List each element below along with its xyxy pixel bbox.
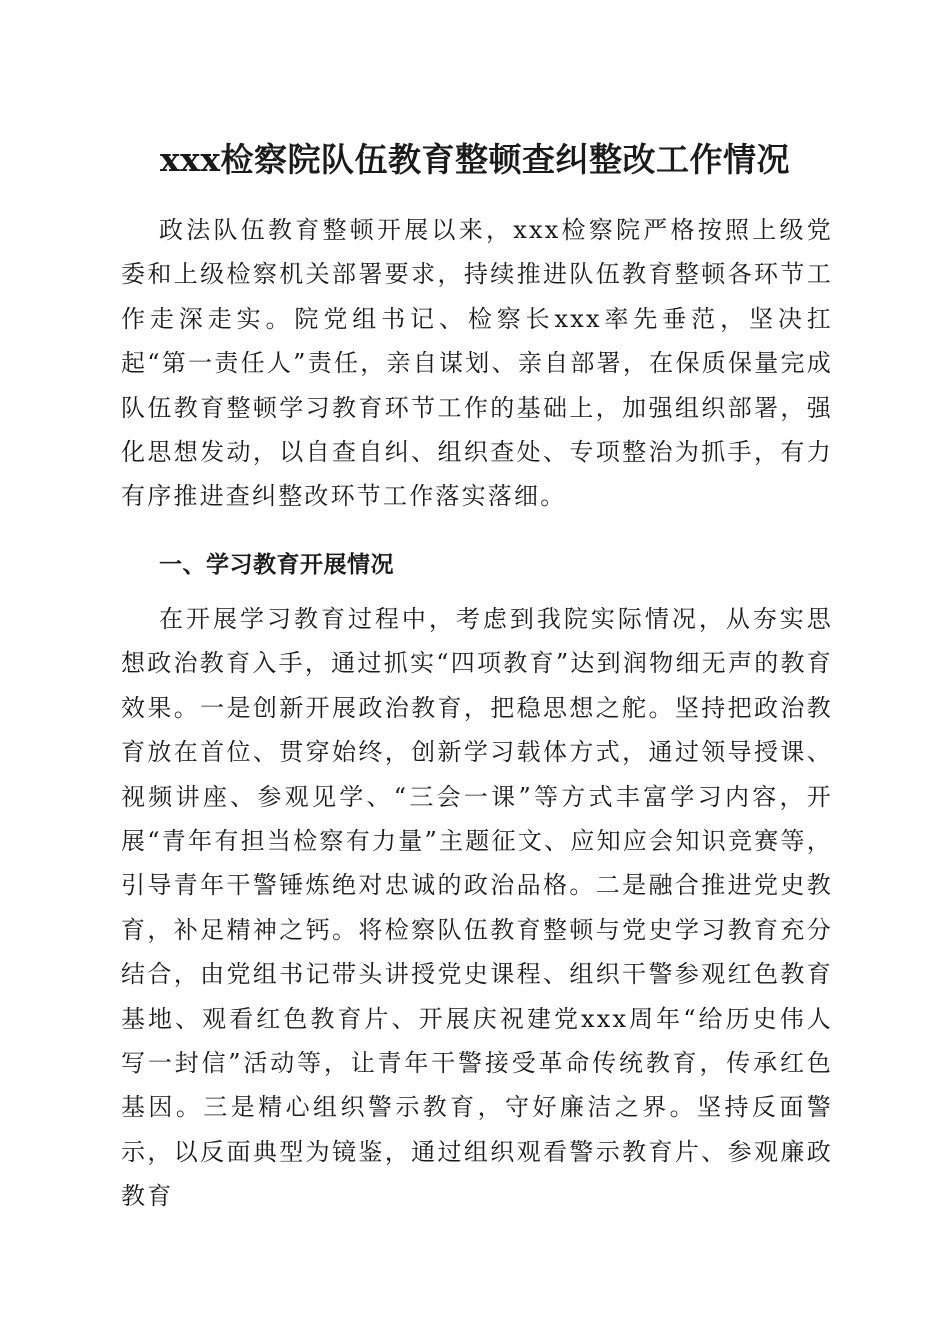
intro-paragraph: 政法队伍教育整顿开展以来，xxx检察院严格按照上级党委和上级检察机关部署要求，持续推进队伍教育整顿各环节工作走深走实。院党组书记、检察长xxx率先垂范，坚决扛起“第一责任人”责任，亲自谋划、亲自部署，在保质保量完成队伍教育整顿学习教育环节工作的基础上，加强组织部署，强化思想发动，以自查自纠、组织查处、专项整治为抓手，有力有序推进查纠整改环节工作落实落细。	[121, 216, 833, 511]
section-heading-1: 一、学习教育开展情况	[159, 552, 394, 578]
section-1-paragraph: 在开展学习教育过程中，考虑到我院实际情况，从夯实思想政治教育入手，通过抓实“四项教育”达到润物细无声的教育效果。一是创新开展政治教育，把稳思想之舵。坚持把政治教育放在首位、贯穿始终，创新学习载体方式，通过领导授课、视频讲座、参观见学、“三会一课”等方式丰富学习内容，开展“青年有担当检察有力量”主题征文、应知应会知识竞赛等，引导青年干警锤炼绝对忠诚的政治品格。二是融合推进党史教育，补足精神之钙。将检察队伍教育整顿与党史学习教育充分结合，由党组书记带头讲授党史课程、组织干警参观红色教育基地、观看红色教育片、开展庆祝建党xxx周年“给历史伟人写一封信”活动等，让青年干警接受革命传统教育，传承红色基因。三是精心组织警示教育，守好廉洁之界。坚持反面警示，以反面典型为镜鉴，通过组织观看警示教育片、参观廉政教育	[121, 605, 833, 1211]
document-title: xxx检察院队伍教育整顿查纠整改工作情况	[159, 140, 791, 179]
